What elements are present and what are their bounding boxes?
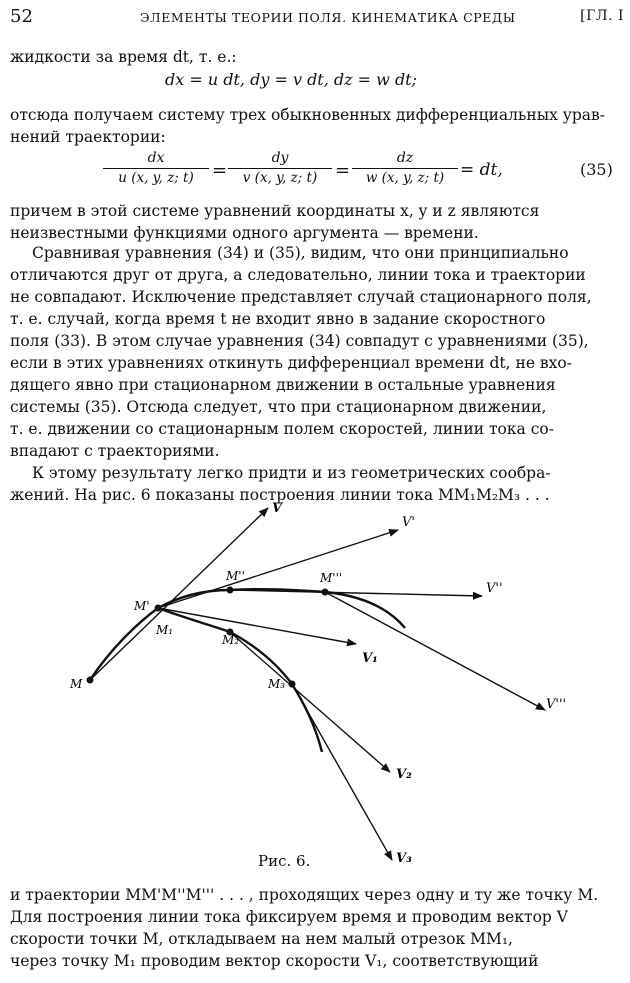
- label-V-prime: V': [402, 515, 415, 530]
- paragraph-comparison: [10, 242, 622, 462]
- text-line: Для построения линии тока фиксируем время и проводим вектор V: [10, 908, 568, 926]
- page-number: 52: [10, 6, 33, 27]
- denominator: u (x, y, z; t): [103, 168, 209, 186]
- figure-caption: Рис. 6.: [258, 852, 311, 870]
- equals-sign: =: [212, 160, 228, 181]
- text-line: дящего явно при стационарном движении в остальные уравнения: [10, 376, 556, 394]
- equation-rhs: = dt,: [460, 160, 503, 180]
- text-line: т. е. движении со стационарным полем скоростей, линии тока со-: [10, 420, 554, 438]
- text-line: жений. На рис. 6 показаны построения линии тока MM₁M₂M₃ . . .: [10, 486, 550, 504]
- point-M3: [289, 681, 296, 688]
- text-line: отсюда получаем систему трех обыкновенных дифференциальных урав-: [10, 106, 606, 124]
- intro-line: [10, 46, 622, 68]
- numerator: dy: [271, 150, 289, 166]
- text-line: не совпадают. Исключение представляет случай стационарного поля,: [10, 288, 592, 306]
- figure-6: [0, 490, 630, 870]
- trajectory-curve: [158, 589, 405, 628]
- fraction-dy: [228, 150, 332, 186]
- text-line: неизвестными функциями одного аргумента — времени.: [10, 224, 479, 242]
- text-line: причем в этой системе уравнений координаты x, y и z являются: [10, 202, 540, 220]
- denominator: v (x, y, z; t): [228, 168, 332, 186]
- label-V-dprime: V'': [486, 581, 503, 596]
- text-line: впадают с траекториями.: [10, 442, 220, 460]
- label-M-prime: M': [134, 599, 150, 613]
- equation-number: (35): [580, 160, 613, 179]
- fraction-dz: [352, 150, 458, 186]
- point-M-tprime: [322, 589, 329, 596]
- label-M: M: [70, 677, 83, 691]
- label-V2: V₂: [396, 767, 412, 782]
- point-M1: [155, 605, 162, 612]
- after-equation-text: [10, 200, 622, 244]
- text-line: Сравнивая уравнения (34) и (35), видим, что они принципиально: [32, 244, 569, 262]
- vector-V-dprime: [230, 590, 482, 596]
- text-line: жидкости за время dt, т. е.:: [10, 48, 237, 66]
- chapter-marker: [ГЛ. I: [580, 8, 624, 24]
- text-line: если в этих уравнениях откинуть дифференциал времени dt, не вхо-: [10, 354, 572, 372]
- fraction-dx: [103, 150, 209, 186]
- page-header: [10, 6, 624, 32]
- label-V-tprime: V''': [546, 697, 567, 712]
- vector-V-tprime: [325, 592, 545, 710]
- vector-V: [90, 508, 268, 680]
- vector-V3: [292, 684, 392, 860]
- text-line: т. е. случай, когда время t не входит явно в задание скоростного: [10, 310, 546, 328]
- label-V1: V₁: [362, 651, 378, 666]
- running-title: ЭЛЕМЕНТЫ ТЕОРИИ ПОЛЯ. КИНЕМАТИКА СРЕДЫ: [140, 10, 516, 25]
- text-line: скорости точки M, откладываем на нем малый отрезок MM₁,: [10, 930, 513, 948]
- label-M3: M₃: [268, 677, 286, 691]
- text-line: и траектории MM'M''M''' . . . , проходящих через одну и ту же точку M.: [10, 886, 599, 904]
- label-V: V: [272, 501, 283, 516]
- vector-V1: [158, 608, 356, 644]
- numerator: dz: [396, 150, 414, 166]
- label-M-dprime: M'': [226, 569, 245, 583]
- paragraph-construction: [10, 884, 622, 972]
- equals-sign: =: [335, 160, 351, 181]
- streamline-curve: [90, 608, 322, 752]
- text-line: через точку M₁ проводим вектор скорости V₁, соответствующий: [10, 952, 539, 970]
- text-line: К этому результату легко придти и из геометрических сообра-: [32, 464, 551, 482]
- displacement-equation: dx = u dt, dy = v dt, dz = w dt;: [165, 70, 417, 89]
- label-V3: V₃: [396, 851, 412, 866]
- vector-V-prime: [158, 530, 398, 608]
- point-M: [87, 677, 94, 684]
- label-M2: M₂: [222, 633, 240, 647]
- text-line: отличаются друг от друга, а следовательно, линии тока и траектории: [10, 266, 586, 284]
- denominator: w (x, y, z; t): [352, 168, 458, 186]
- label-M1: M₁: [156, 623, 174, 637]
- text-line: системы (35). Отсюда следует, что при стационарном движении,: [10, 398, 547, 416]
- text-line: поля (33). В этом случае уравнения (34) совпадут с уравнениями (35),: [10, 332, 589, 350]
- label-M-tprime: M''': [320, 571, 343, 585]
- numerator: dx: [147, 150, 165, 166]
- text-line: нений траектории:: [10, 128, 166, 146]
- point-M-dprime: [227, 587, 234, 594]
- system-text: [10, 104, 622, 148]
